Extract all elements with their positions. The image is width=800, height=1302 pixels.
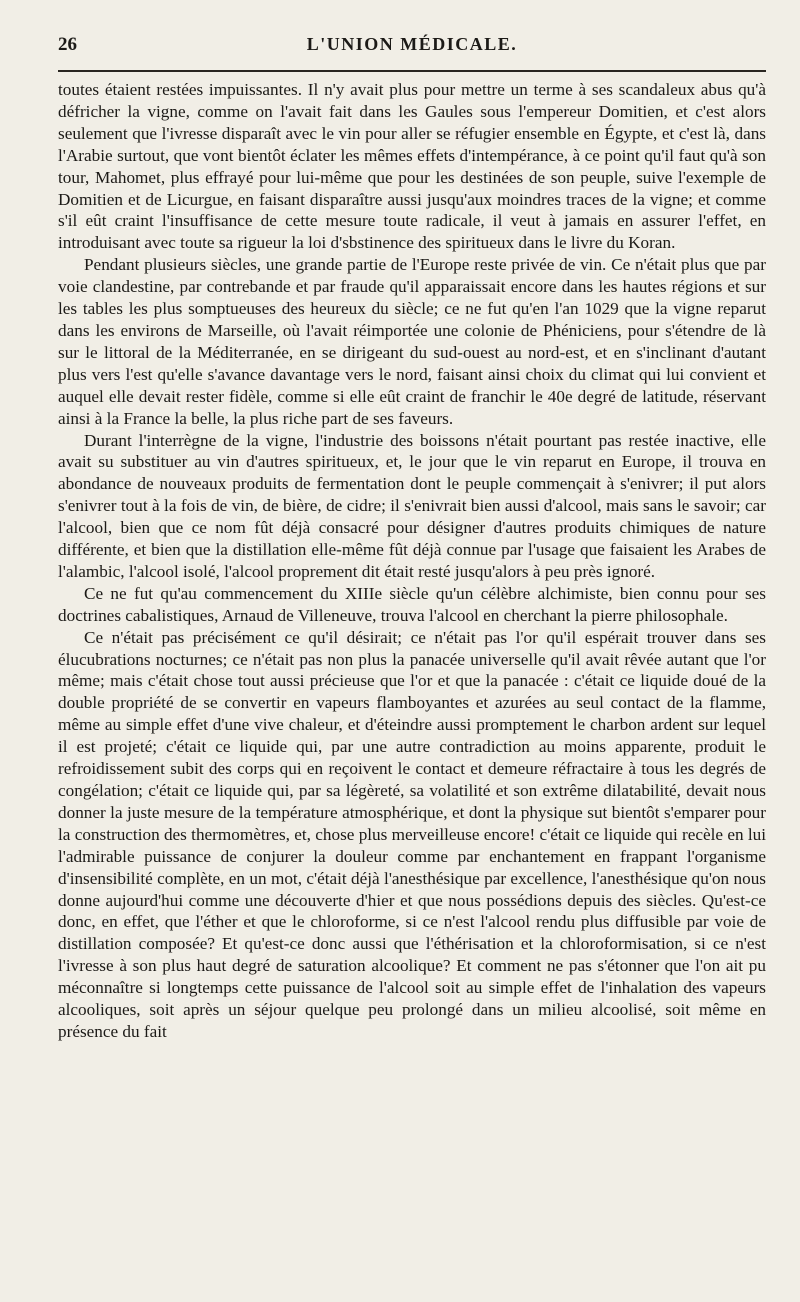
header-rule — [58, 70, 766, 72]
page-number: 26 — [58, 34, 77, 55]
article-body — [58, 79, 766, 1043]
running-title: L'UNION MÉDICALE. — [306, 34, 518, 54]
paragraph-5: Ce n'était pas précisément ce qu'il désirait; ce n'était pas l'or qu'il espérait trouver dans ses élucubrations nocturnes; ce n'était pas non plus la panacée universelle qu'il avait rêvée autant que l'or même; mais c'était chose tout aussi précieuse que l'or et que la panacée : c'était ce liquide doué de la double propriété de se convertir en vapeurs flamboyantes et azurées au seul contact de la flamme, même au simple effet d'une vive chaleur, et d'éteindre aussi promptement le charbon ardent sur lequel il est projeté; c'était ce liquide qui, par une autre contradiction au moins apparente, produit le refroidissement subit des corps qui en reçoivent le contact et demeure réfractaire à tous les degrés de congélation; c'était ce liquide qui, par sa légèreté, sa volatilité et son extrême dilatabilité, devait nous donner la juste mesure de la température atmosphérique, et dont la physique sut bientôt s'emparer pour la construction des thermomètres, et, chose plus merveilleuse encore! c'était ce liquide qui recèle en lui l'admirable puissance de conjurer la douleur comme par enchantement en frappant l'organisme d'insensibilité complète, en un mot, c'était déjà l'anesthésique par excellence, l'anesthésique qu'on nous donne aujourd'hui comme une découverte d'hier et que nous possédions depuis des siècles. Qu'est-ce donc, en effet, que l'éther et que le chloroforme, si ce n'est l'alcool rendu plus diffusible par voie de distillation composée? Et qu'est-ce donc aussi que l'éthérisation et la chloroformisation, si ce n'est l'ivresse à son plus haut degré de saturation alcoolique? Et comment ne pas s'étonner que l'on ait pu méconnaître si longtemps cette puissance de l'alcool soit au simple effet de l'inhalation des vapeurs alcooliques, soit après un séjour quelque peu prolongé dans un milieu alcoolisé, soit même en présence du fait — [58, 627, 766, 1041]
paragraph-4: Ce ne fut qu'au commencement du XIIIe siècle qu'un célèbre alchimiste, bien connu pour ses doctrines cabalistiques, Arnaud de Villeneuve, trouva l'alcool en cherchant la pierre philosophale. — [58, 583, 766, 625]
paragraph-2: Pendant plusieurs siècles, une grande partie de l'Europe reste privée de vin. Ce n'était plus que par voie clandestine, par contrebande et par fraude qu'il apparaissait encore dans les hautes régions et sur les tables les plus somptueuses des heureux du siècle; ce ne fut qu'en l'an 1029 que la vigne reparut dans les environs de Marseille, où l'avait réimportée une colonie de Phéniciens, pour s'étendre de là sur le littoral de la Méditerranée, en se dirigeant du sud-ouest au nord-est, et en s'inclinant d'autant plus vers l'est qu'elle s'avance davantage vers le nord, faisant ainsi choix du climat qui lui convient et auquel elle devait rester fidèle, comme si elle eût craint de franchir le 40e degré de latitude, réservant ainsi à la France la belle, la plus riche part de ses faveurs. — [58, 255, 766, 428]
paragraph-1: toutes étaient restées impuissantes. Il n'y avait plus pour mettre un terme à ses scandaleux abus qu'à défricher la vigne, comme on l'avait fait dans les Gaules sous l'empereur Domitien, et c'est alors seulement que l'ivresse disparaît avec le vin pour aller se réfugier ensemble en Égypte, et c'est là, dans l'Arabie surtout, que vont bientôt éclater les mêmes effets d'intempérance, à ce point qu'il faut qu'à son tour, Mahomet, plus effrayé pour lui-même que pour les destinées de son peuple, suive l'exemple de Domitien et de Licurgue, en faisant disparaître aussi jusqu'aux moindres traces de la vigne; et comme s'il eût craint l'insuffisance de cette mesure toute radicale, il veut à jamais en assurer l'effet, en introduisant avec toute sa rigueur la loi d'sbstinence des spiritueux dans le livre du Koran. — [58, 80, 766, 253]
paragraph-3: Durant l'interrègne de la vigne, l'industrie des boissons n'était pourtant pas restée inactive, elle avait su substituer au vin d'autres spiritueux, et, le jour que le vin reparut en Europe, il trouva en abondance de nouveaux produits de fermentation dont le peuple commençait à s'enivrer; il put alors s'enivrer tout à la fois de vin, de bière, de cidre; il s'enivrait bien aussi d'alcool, mais sans le savoir; car l'alcool, bien que ce nom fût déjà consacré pour désigner d'autres produits chimiques de nature différente, et bien que la distillation elle-même fût déjà connue par l'usage que faisaient les Arabes de l'alambic, l'alcool isolé, l'alcool proprement dit était resté jusqu'alors à peu près ignoré. — [58, 430, 766, 581]
page-header — [58, 30, 766, 60]
